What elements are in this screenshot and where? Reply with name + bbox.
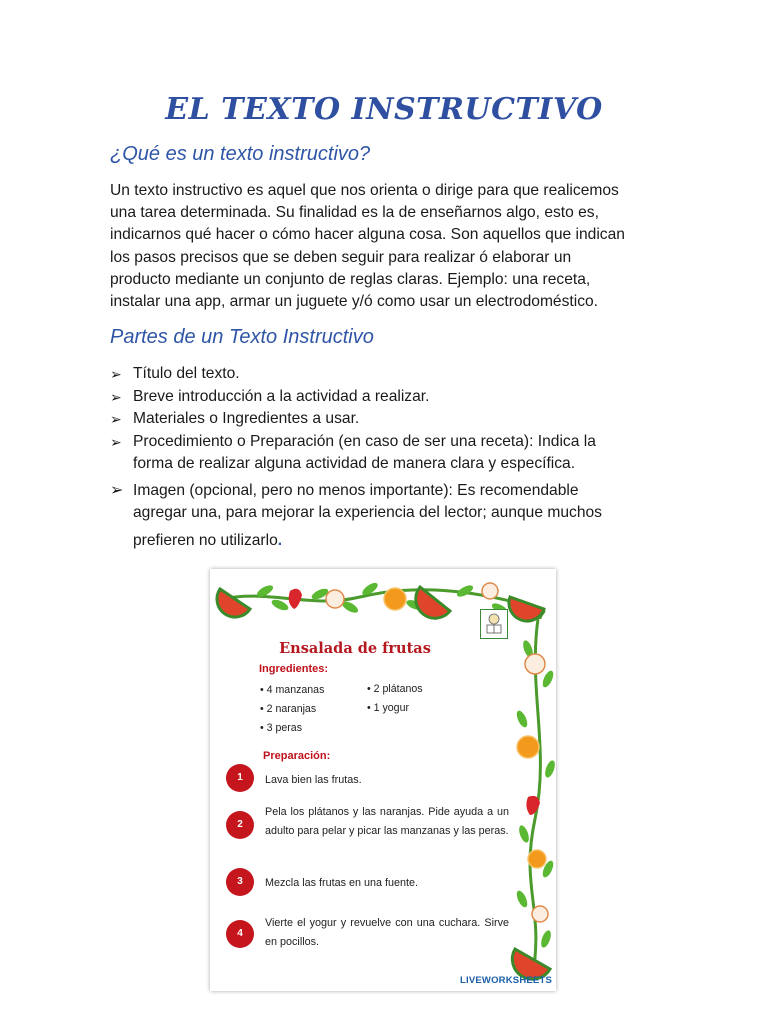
step-text: Pela los plátanos y las naranjas. Pide ayuda a un adulto para pelar y picar las manzanas y las peras. (265, 806, 509, 837)
paragraph-line: una tarea determinada. Su finalidad es la de enseñarnos algo, esto es, (110, 204, 599, 222)
step-number-badge: 4 (226, 920, 254, 948)
paragraph-line: indicarnos qué hacer o cómo hacer alguna cosa. Son aquellos que indican (110, 226, 625, 244)
ingredient-item: • 3 peras (260, 722, 302, 734)
ingredients-label: Ingredientes: (259, 663, 329, 675)
ingredient-item: • 1 yogur (367, 702, 409, 714)
list-item-text: agregar una, para mejorar la experiencia del lector; aunque muchos (133, 504, 602, 521)
paragraph-line: producto mediante un conjunto de reglas claras. Ejemplo: una receta, (110, 270, 591, 288)
step-text: Lava bien las frutas. (265, 774, 362, 786)
list-item-text: Título del texto. (133, 365, 240, 382)
period-mark: . (277, 531, 283, 549)
list-item (110, 431, 670, 476)
step-text: Mezcla las frutas en una fuente. (265, 877, 419, 889)
recipe-card-image (210, 569, 556, 991)
arrow-bullet-icon: ➢ (110, 366, 122, 382)
paragraph-line: Un texto instructivo es aquel que nos orienta o dirige para que realicemos (110, 182, 619, 199)
paragraph-line: los pasos precisos que se deben seguir para realizar ó elaborar un (110, 248, 572, 266)
list-item-text-end: prefieren no utilizarlo (133, 531, 278, 549)
list-item (110, 386, 670, 409)
list-item-text: Breve introducción a la actividad a realizar. (133, 387, 430, 405)
ingredient-item: • 2 naranjas (260, 703, 317, 715)
arrow-bullet-icon: ➢ (110, 433, 122, 450)
definition-paragraph (110, 180, 670, 313)
reading-child-icon (480, 609, 508, 639)
parts-list (110, 363, 670, 552)
ingredient-item: • 2 plátanos (367, 683, 423, 695)
arrow-bullet-icon: ➢ (110, 388, 122, 405)
step-number-badge: 2 (226, 811, 254, 839)
document-title: EL TEXTO INSTRUCTIVO (165, 92, 603, 127)
section-heading-definition: ¿Qué es un texto instructivo? (110, 143, 371, 165)
arrow-bullet-icon: ➢ (110, 481, 124, 499)
list-item-text: Materiales o Ingredientes a usar. (133, 410, 360, 427)
step-text: Vierte el yogur y revuelve con una cuchara. Sirve en pocillos. (265, 917, 509, 948)
list-item-text (133, 530, 670, 553)
list-item-text: forma de realizar alguna actividad de manera clara y específica. (133, 455, 576, 472)
recipe-title: Ensalada de frutas (279, 640, 431, 657)
preparation-label: Preparación: (263, 750, 331, 762)
list-item (110, 480, 670, 553)
list-item (110, 408, 670, 431)
paragraph-line: instalar una app, armar un juguete y/ó como usar un electrodoméstico. (110, 293, 599, 311)
arrow-bullet-icon: ➢ (110, 411, 122, 427)
list-item-text: Procedimiento o Preparación (en caso de ser una receta): Indica la (133, 432, 596, 450)
step-number-badge: 1 (226, 764, 254, 792)
ingredient-item: • 4 manzanas (260, 684, 325, 696)
list-item (110, 363, 670, 386)
liveworksheets-watermark: LIVEWORKSHEETS (459, 975, 552, 986)
section-heading-parts: Partes de un Texto Instructivo (110, 326, 374, 348)
step-number-badge: 3 (226, 868, 254, 896)
list-item-text: Imagen (opcional, pero no menos importante): Es recomendable (133, 481, 579, 499)
